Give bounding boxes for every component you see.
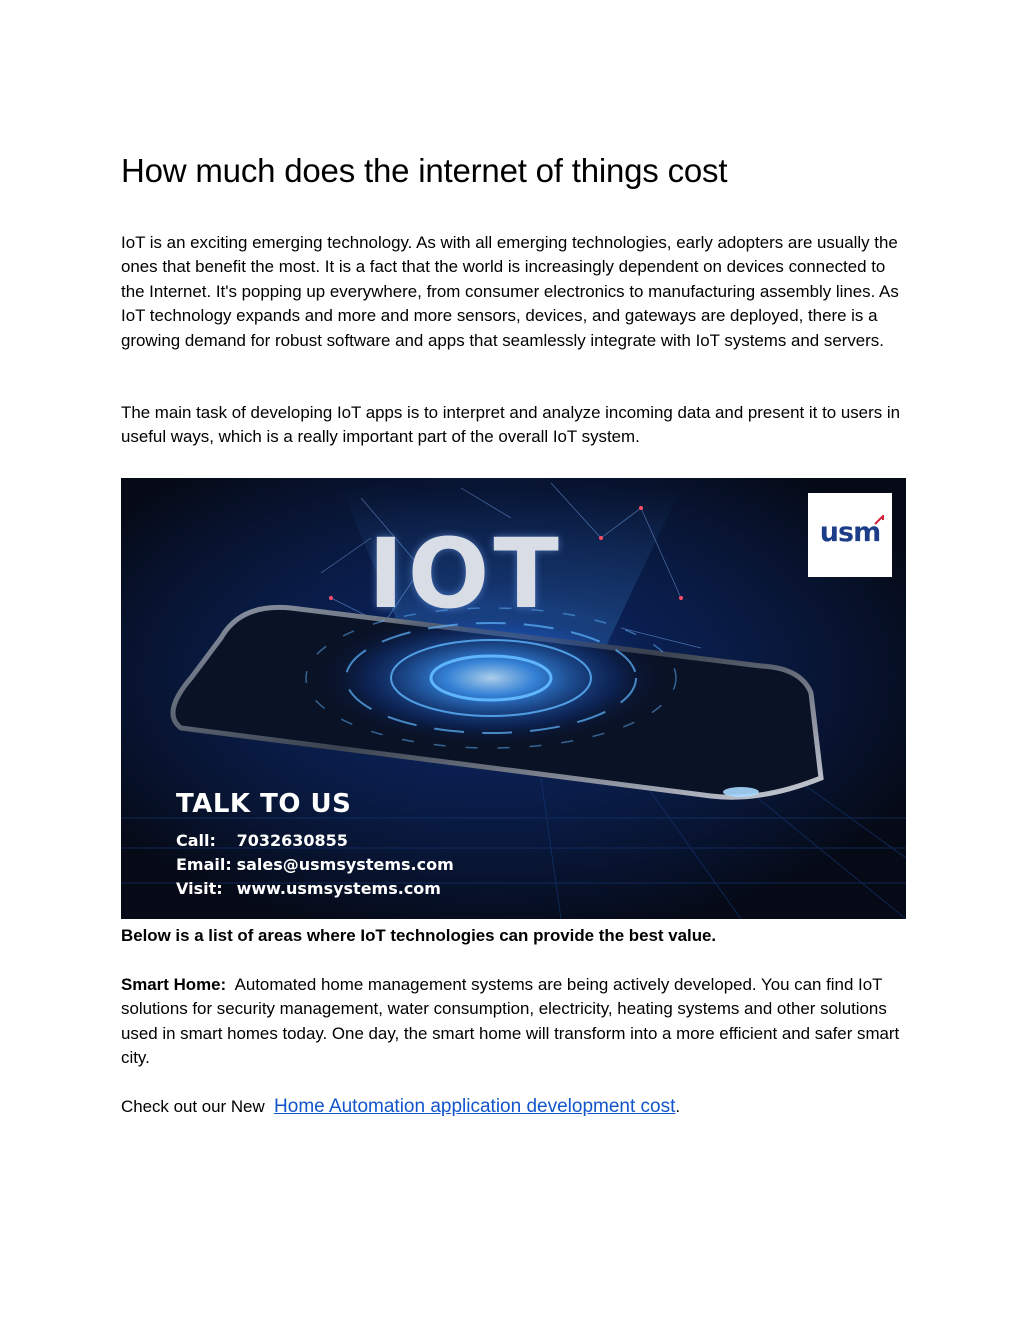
call-value: 7032630855 — [236, 831, 348, 850]
call-row — [176, 829, 454, 853]
talk-heading: TALK TO US — [176, 789, 352, 819]
usm-logo — [808, 493, 892, 577]
page-title: How much does the internet of things cost — [121, 152, 728, 189]
visit-row — [176, 877, 454, 901]
email-row — [176, 853, 454, 877]
visit-value: www.usmsystems.com — [236, 879, 441, 898]
call-label: Call: — [176, 831, 216, 850]
email-value: sales@usmsystems.com — [236, 855, 454, 874]
contact-block — [176, 789, 454, 901]
logo-accent-icon — [874, 515, 884, 525]
phone-edge-highlight — [723, 787, 759, 797]
check-out-suffix: . — [675, 1097, 681, 1116]
check-out-paragraph — [121, 1095, 906, 1119]
intro-paragraph: IoT is an exciting emerging technology. As with all emerging technologies, early adopters are usually the ones that benefit the most. It is a fact that the world is increasingly dependent on devices connected to the Internet. It's popping up everywhere, from consumer electronics to manufacturing assembly lines. As IoT technology expands and more and more sensors, devices, and gateways are deployed, there is a growing demand for robust software and apps that seamlessly integrate with IoT systems and servers. — [121, 233, 899, 350]
iot-banner-image — [121, 478, 906, 919]
smart-home-text: Automated home management systems are being actively developed. You can find IoT solutions for security management, water consumption, electricity, heating systems and other solutions used in smart homes today. One day, the smart home will transform into a more efficient and safer smart city. — [121, 975, 900, 1068]
smart-home-label: Smart Home: — [121, 975, 227, 994]
email-label: Email: — [176, 855, 232, 874]
visit-label: Visit: — [176, 879, 223, 898]
list-heading: Below is a list of areas where IoT technologies can provide the best value. — [121, 926, 717, 945]
task-paragraph: The main task of developing IoT apps is to interpret and analyze incoming data and present it to users in useful ways, which is a really important part of the overall IoT system. — [121, 403, 900, 447]
iot-headline: IOT — [368, 518, 563, 630]
home-automation-cost-link[interactable]: Home Automation application development cost — [274, 1096, 676, 1117]
check-out-prefix: Check out our New — [121, 1097, 265, 1116]
smart-home-paragraph — [121, 973, 906, 1071]
usm-logo-text: usm — [819, 517, 881, 548]
